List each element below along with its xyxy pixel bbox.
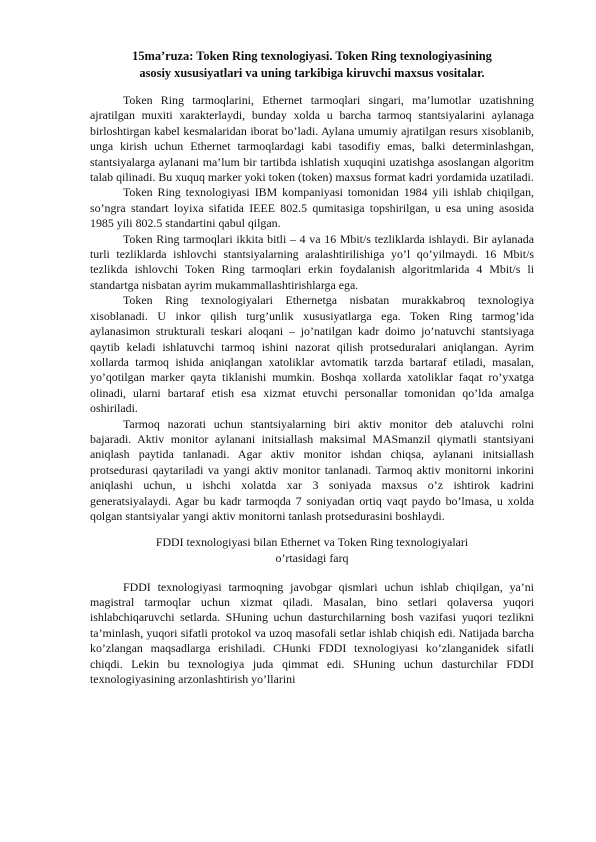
lecture-title-line-2: asosiy xususiyatlari va uning tarkibiga kiruvchi maxsus vositalar. — [139, 66, 485, 80]
lecture-title — [90, 48, 534, 82]
paragraph-2: Token Ring texnologiyasi IBM kompaniyasi tomonidan 1984 yili ishlab chiqilgan, so’ngra standart loyixa sifatida IEEE 802.5 qumitasiga topshirilgan, u esa uning asosida 1985 yili 802.5 standartini qabul qilgan. — [90, 185, 534, 231]
paragraph-5: Tarmoq nazorati uchun stantsiyalarning biri aktiv monitor deb ataluvchi rolni bajaradi. Aktiv monitor aylanani initsiallash maksimal MASmanzil qiymatli stantsiyani aniqlash paytida tanlanadi. Agar aktiv monitor ishdan chiqsa, aylanani initsiallash protsedurasi qaytariladi va yangi aktiv monitor tanlanadi. Tarmoq aktiv monitorni inkorini aniqlashi uchun, u ishchi xolatda xar 3 soniyada maxsus o’z ishtirok kadrini generatsiyalaydi. Agar bu kadr tarmoqda 7 soniyadan ortiq vaqt paydo bo’lmasa, u xolda qolgan stantsiyalar yangi aktiv monitorni tanlash protsedurasini boshlaydi. — [90, 416, 534, 523]
paragraph-3: Token Ring tarmoqlari ikkita bitli – 4 va 16 Mbit/s tezliklarda ishlaydi. Bir aylanada turli tezliklarda ishlovchi stantsiyalarning aralashtirilishiga yo’l qo’yilmaydi. 16 Mbit/s tezlikda ishlovchi Token Ring tarmoqlari erkin foydalanish algoritmlarida 4 Mbit/s li standartga nisbatan ayrim mukammallashtirishlarga ega. — [90, 231, 534, 292]
section-subheading-line-1: FDDI texnologiyasi bilan Ethernet va Token Ring texnologiyalari — [155, 535, 469, 550]
document-page — [90, 48, 534, 687]
paragraph-4: Token Ring texnologiyalari Ethernetga nisbatan murakkabroq texnologiya xisoblanadi. U inkor qilish turg’unlik xususiyatlarga ega. Token Ring tarmog’ida aylanasimon strukturali teskari aloqani – jo’natilgan kadr doimo jo’natuvchi stantsiyaga qaytib keladi ishlatuvchi tarmoq ishini nazorat qilish protseduralari aniqlangan. Ayrim xollarda tarmoq ishida aniqlangan xatoliklar avtomatik tarzda bartaraf etiladi, masalan, yo’qotilgan marker qayta tiklanishi mumkin. Boshqa xollarda xatoliklar faqat ro’yxatga olinadi, ularni bartaraf etish esa xizmat etuvchi personallar tomonidan qo’lda amalga oshiriladi. — [90, 293, 534, 416]
paragraph-6: FDDI texnologiyasi tarmoqning javobgar qismlari uchun ishlab chiqilgan, ya’ni magistral tarmoqlar uchun xizmat qiladi. Masalan, bino setlari qolaversa yuqori ishlabchiqaruvchi setlarda. SHuning uchun dasturchilarning bosh vazifasi yuqori tezlikni ta’minlash, yuqori sifatli protokol va uzoq masofali setlar ishlab chiqish edi. Natijada barcha ko’zlangan maqsadlarga erishiladi. CHunki FDDI texnologiyasi ko’zlanganidek sifatli chiqdi. Lekin bu texnologiya juda qimmat edi. SHuning uchun dasturchilar FDDI texnologiyasining arzonlashtirish yo’llarini — [90, 579, 534, 686]
lecture-title-line-1: 15ma’ruza: Token Ring texnologiyasi. Token Ring texnologiyasining — [132, 49, 492, 63]
section-subheading-line-2: o’rtasidagi farq — [275, 550, 349, 565]
section-subheading — [90, 535, 534, 566]
paragraph-1: Token Ring tarmoqlarini, Ethernet tarmoqlari singari, ma’lumotlar uzatishning ajratilgan muxiti xarakterlaydi, bunday xolda u barcha tarmoq stantsiyalarini aylanaga birloshtirgan kabel kesmalaridan iborat bo’ladi. Aylana umumiy ajratilgan resurs xisoblanib, unga kirish uchun Ethernet tarmoqlardagi kabi tasodifiy emas, balki determinlashgan, stantsiyalarga aylanani ma’lum bir tartibda ishlatish xuquqini uzatishga asoslangan algoritm talab qilinadi. Bu xuquq marker yoki token (token) maxsus format kadri yordamida uzatiladi. — [90, 93, 534, 185]
